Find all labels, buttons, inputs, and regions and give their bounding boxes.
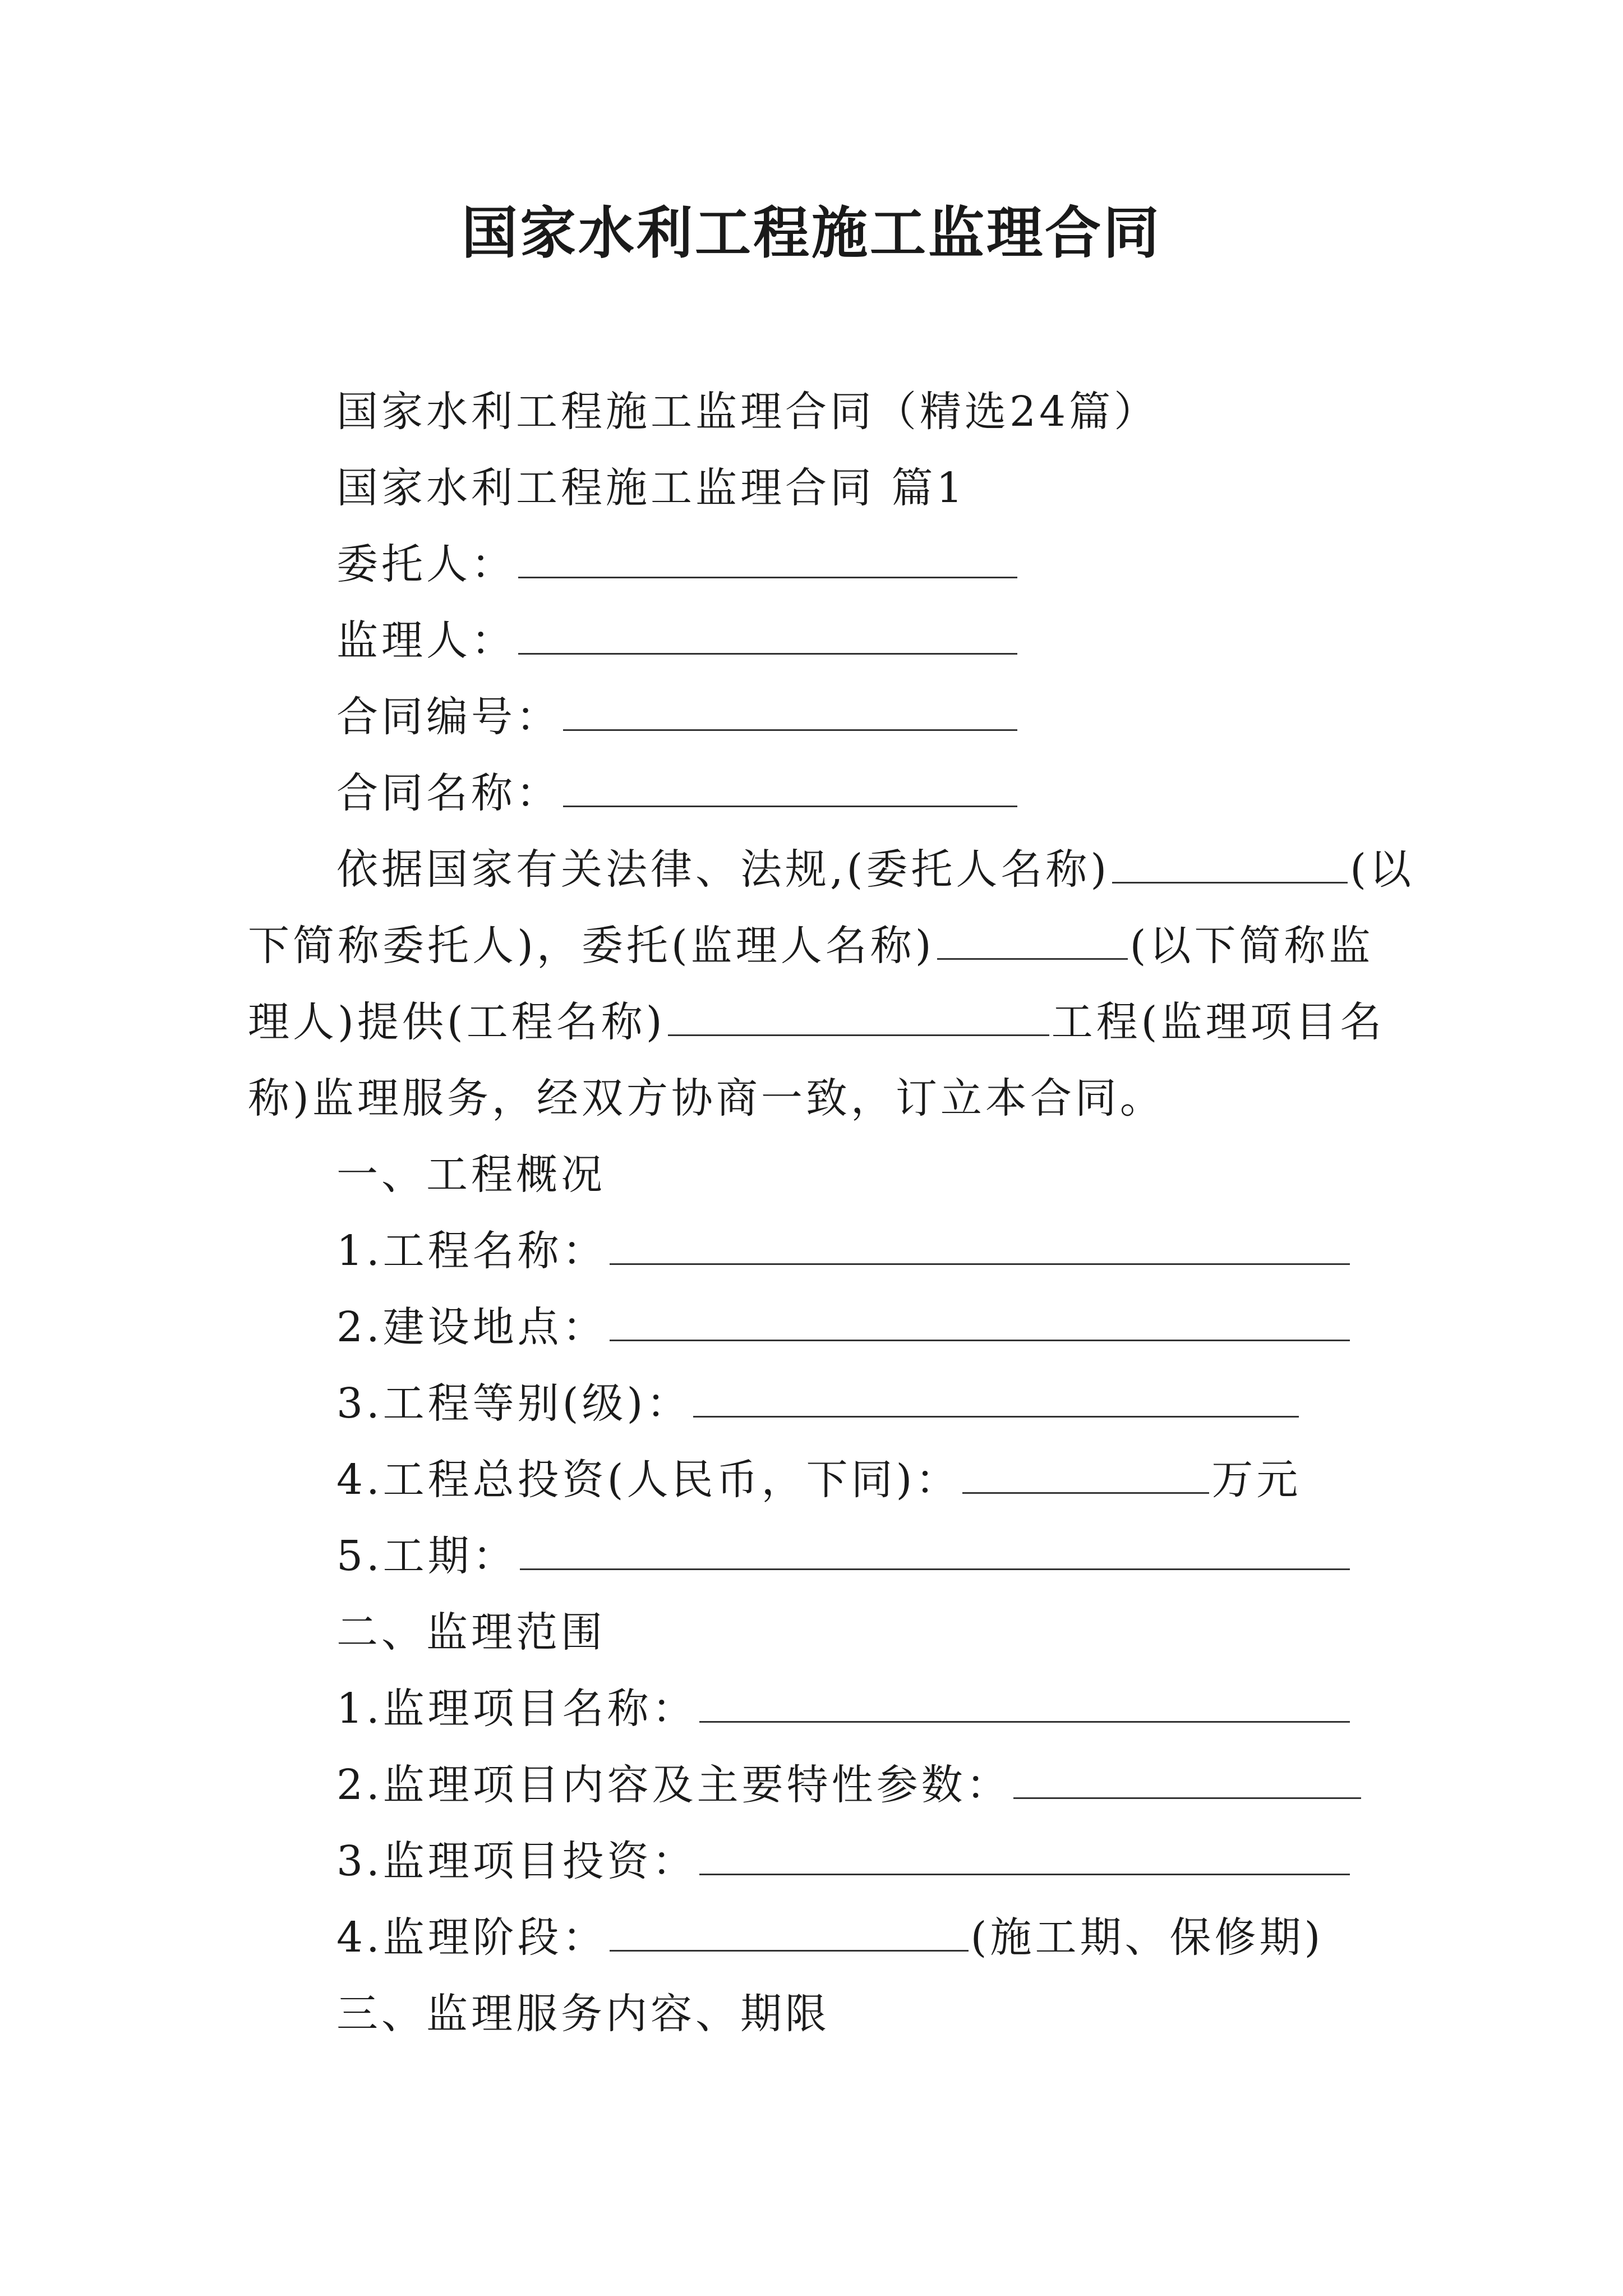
blank-line [937, 923, 1128, 960]
section-1-item [336, 1223, 1352, 1279]
section-2-item [336, 1833, 1352, 1889]
item-label: 4.监理阶段： [336, 1913, 607, 1962]
field-contract-number [336, 689, 1020, 745]
blank-line [1013, 1763, 1361, 1799]
blank-line [699, 1839, 1350, 1875]
blank-line [610, 1305, 1350, 1341]
blank-line [699, 1686, 1350, 1723]
intro-line-4: 称)监理服务，经双方协商一致，订立本合同。 [248, 1074, 1165, 1122]
blank-line [563, 694, 1017, 731]
intro-text: 下简称委托人)，委托(监理人名称) [248, 922, 935, 970]
item-label: 3.监理项目投资： [336, 1837, 697, 1885]
blank-line [962, 1457, 1209, 1494]
section-2-item [336, 1910, 1324, 1966]
section-1-item [336, 1375, 1301, 1432]
field-label: 委托人： [336, 540, 516, 588]
blank-line [693, 1381, 1299, 1418]
field-label: 监理人： [336, 616, 516, 665]
intro-text: 工程(监理项目名 [1051, 998, 1385, 1046]
section-1-heading: 一、工程概况 [336, 1151, 606, 1199]
section-2-item [336, 1681, 1352, 1737]
blank-line [518, 542, 1017, 578]
intro-text: 依据国家有关法律、法规,(委托人名称) [336, 845, 1110, 894]
section-heading: 国家水利工程施工监理合同 篇1 [336, 464, 966, 512]
item-suffix: (施工期、保修期) [970, 1913, 1324, 1962]
section-1-item [336, 1528, 1352, 1584]
field-contract-name [336, 765, 1020, 821]
blank-line [1112, 847, 1348, 884]
blank-line [668, 1000, 1049, 1036]
blank-line [610, 1228, 1350, 1265]
section-2-item [336, 1757, 1363, 1813]
item-label: 1.监理项目名称： [336, 1685, 697, 1733]
section-2-heading: 二、监理范围 [336, 1608, 606, 1657]
section-1-item [336, 1299, 1352, 1355]
section-1-item [336, 1452, 1301, 1508]
intro-line-1 [336, 841, 1414, 898]
section-3-heading: 三、监理服务内容、期限 [336, 1990, 830, 2038]
document-subtitle: 国家水利工程施工监理合同（精选24篇） [336, 388, 1159, 436]
blank-line [610, 1915, 969, 1952]
intro-line-3 [248, 994, 1385, 1050]
item-label: 2.监理项目内容及主要特性参数： [336, 1761, 1011, 1809]
item-label: 5.工期： [336, 1532, 518, 1580]
intro-text: (以 [1350, 845, 1415, 894]
intro-line-2 [248, 918, 1373, 974]
blank-line [518, 618, 1017, 655]
intro-text: 理人)提供(工程名称) [248, 998, 666, 1046]
field-client [336, 536, 1020, 592]
field-supervisor [336, 613, 1020, 669]
blank-line [520, 1534, 1350, 1570]
blank-line [563, 771, 1017, 807]
item-label: 2.建设地点： [336, 1303, 607, 1351]
item-label: 1.工程名称： [336, 1227, 607, 1275]
field-label: 合同编号： [336, 693, 561, 741]
item-label: 4.工程总投资(人民币，下同)： [336, 1456, 961, 1504]
item-label: 3.工程等别(级)： [336, 1379, 691, 1428]
document-title: 国家水利工程施工监理合同 [462, 200, 1161, 266]
intro-text: (以下简称监 [1129, 922, 1374, 970]
item-suffix: 万元 [1211, 1456, 1302, 1504]
field-label: 合同名称： [336, 769, 561, 817]
